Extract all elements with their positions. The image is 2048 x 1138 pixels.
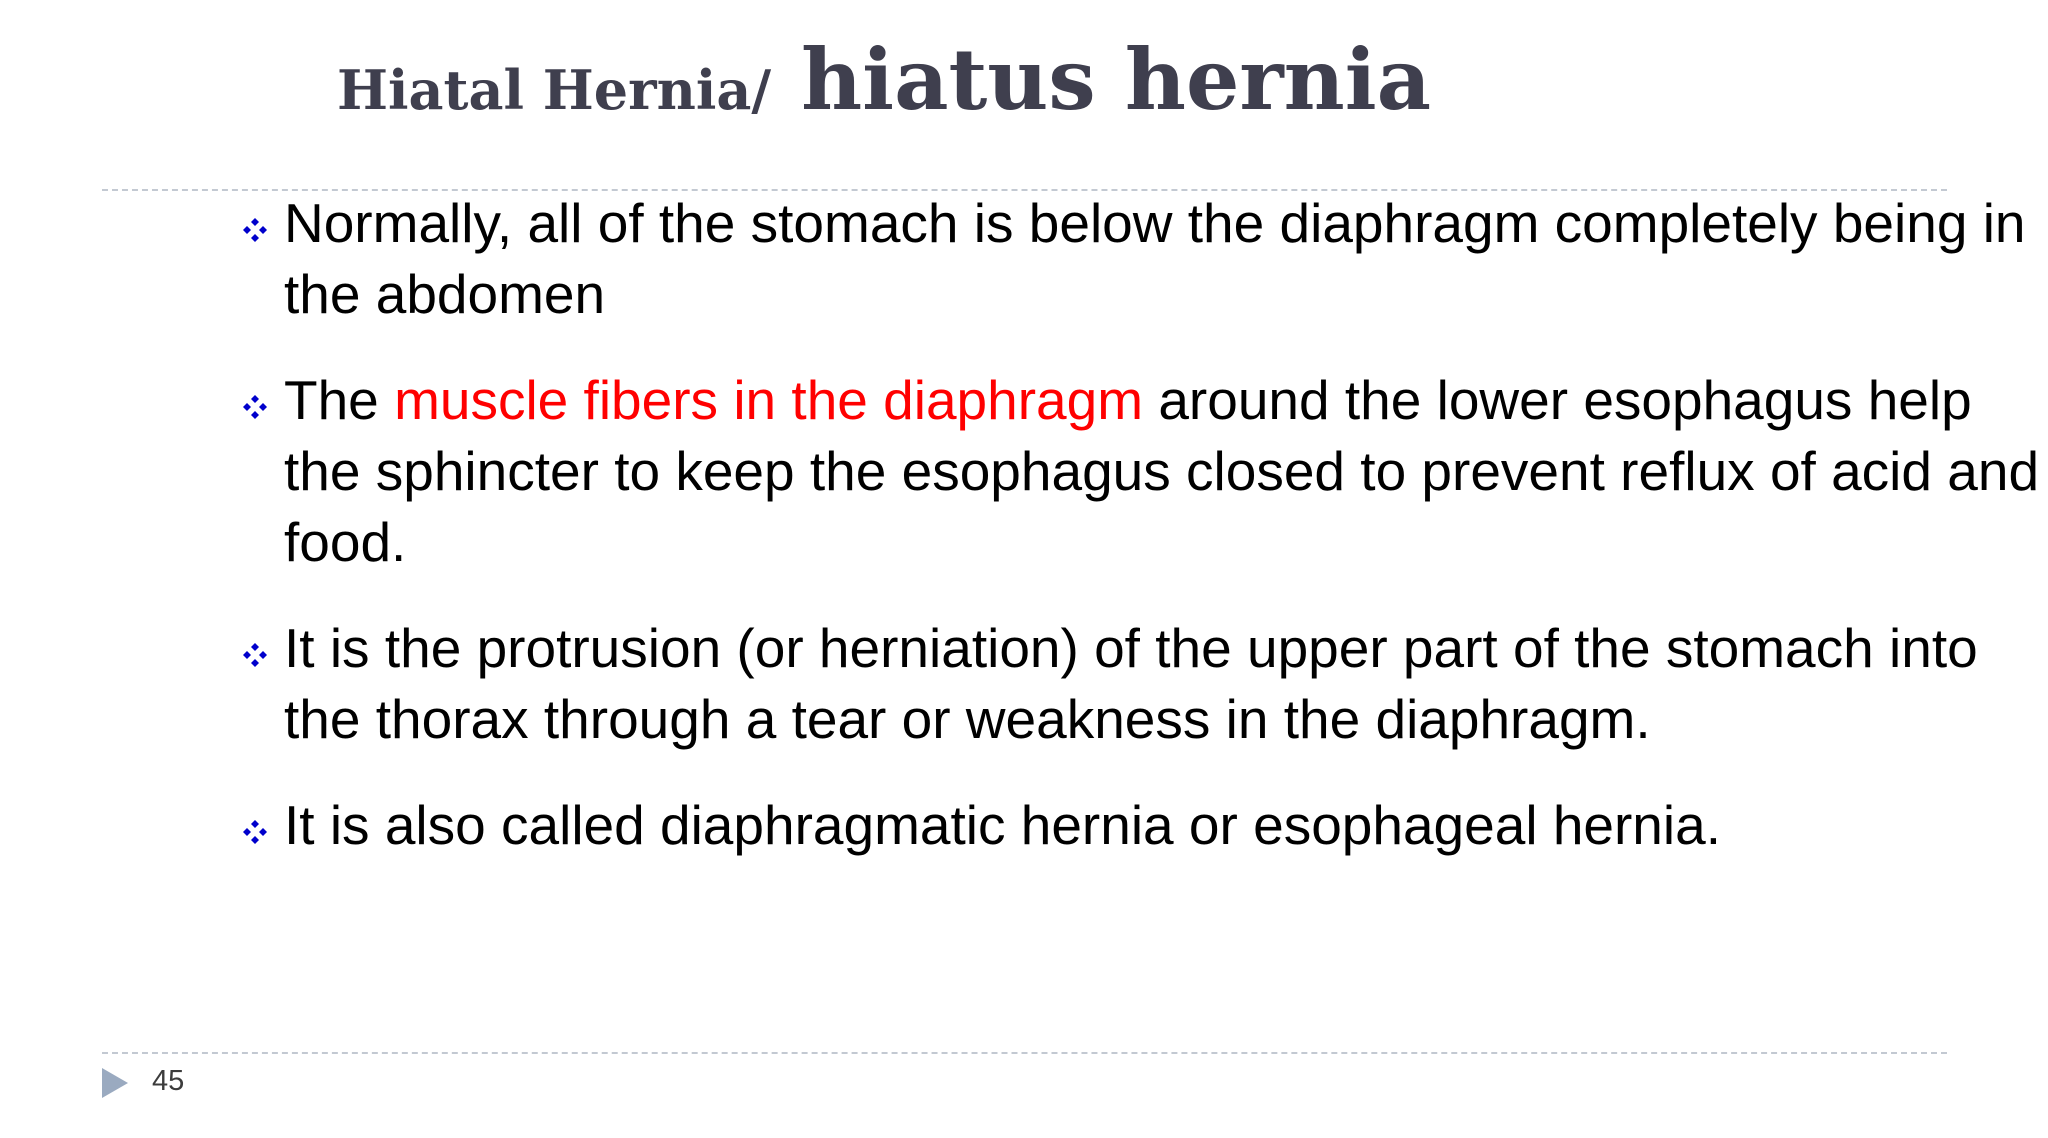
diamond-cluster-icon <box>240 392 270 422</box>
highlighted-phrase: muscle fibers in the diaphragm <box>394 369 1144 431</box>
page-number: 45 <box>152 1065 185 1097</box>
bullet-item <box>240 188 2040 330</box>
bottom-divider <box>102 1052 1947 1054</box>
bullet-text: Normally, all of the stomach is below the diaphragm completely being in the abdomen <box>284 192 2026 325</box>
diamond-cluster-icon <box>240 817 270 847</box>
title-prefix: Hiatal Hernia/ <box>337 58 772 122</box>
slide-title <box>337 30 1431 140</box>
bullet-list <box>240 188 2040 896</box>
bullet-item <box>240 613 2040 755</box>
bullet-item <box>240 365 2040 578</box>
bullet-item <box>240 790 2040 861</box>
bullet-text: It is the protrusion (or herniation) of the upper part of the stomach into the thorax through a tear or weakness in the diaphragm. <box>284 617 1978 750</box>
bullet-text-start: The <box>284 369 395 431</box>
bullet-text-end: around the lower esophagus help the sphincter to keep the esophagus closed to prevent reflux of acid and food. <box>284 369 2040 573</box>
title-main: hiatus hernia <box>801 30 1432 129</box>
bullet-text: It is also called diaphragmatic hernia or esophageal hernia. <box>284 794 1721 856</box>
diamond-cluster-icon <box>240 215 270 245</box>
play-triangle-icon <box>102 1068 128 1098</box>
diamond-cluster-icon <box>240 640 270 670</box>
